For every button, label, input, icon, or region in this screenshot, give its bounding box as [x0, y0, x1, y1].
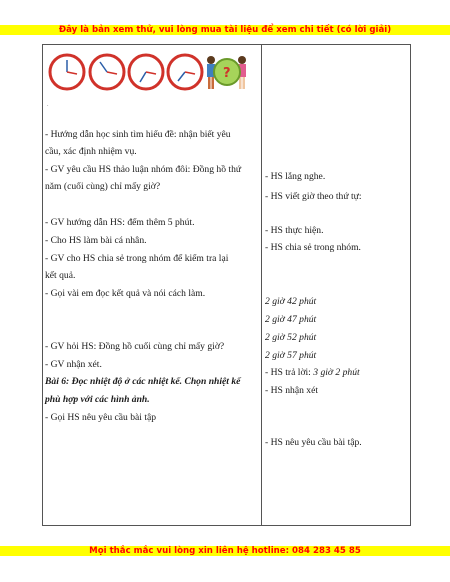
svg-text:?: ?: [223, 66, 231, 81]
answer-value: 3 giờ 2 phút: [313, 367, 360, 378]
clock-1-icon: [50, 55, 84, 89]
text-line: - HS nêu yêu cầu bài tập.: [265, 437, 362, 448]
text-line: - GV cho HS chia sẻ trong nhóm để kiểm tra lại: [45, 253, 229, 264]
lesson-table: [42, 44, 411, 526]
text-line: - GV hướng dẫn HS: đếm thêm 5 phút.: [45, 217, 195, 228]
text-line: - Gọi HS nêu yêu cầu bài tập: [45, 412, 157, 423]
exercise-title: phù hợp với các hình ảnh.: [45, 394, 150, 405]
text-line: - GV nhận xét.: [45, 359, 102, 370]
text-line: - HS chia sẻ trong nhóm.: [265, 242, 361, 253]
answer-line: 2 giờ 52 phút: [265, 332, 317, 343]
text-line: cầu, xác định nhiệm vụ.: [45, 146, 137, 157]
answer-line: 2 giờ 47 phút: [265, 314, 317, 325]
text-line: - GV yêu cầu HS thảo luận nhóm đôi: Đồng hồ thứ: [45, 164, 242, 175]
text-line: - Cho HS làm bài cá nhân.: [45, 235, 147, 246]
column-divider: [261, 45, 262, 525]
question-clock-icon: [214, 59, 240, 85]
answer-line: 2 giờ 57 phút: [265, 350, 317, 361]
hotline-banner: Mọi thắc mắc vui lòng xin liên hệ hotline: 084 283 45 85: [0, 546, 450, 556]
preview-banner: Đây là bản xem thử, vui lòng mua tài liệu để xem chi tiết (có lời giải): [0, 25, 450, 35]
caption-dot: .: [47, 102, 49, 108]
clock-3-icon: [129, 55, 163, 89]
answer-prefix: - HS trả lời:: [265, 367, 314, 378]
clock-2-icon: [90, 55, 124, 89]
text-line: - Gọi vài em đọc kết quả và nói cách làm.: [45, 288, 206, 299]
text-line: - Hướng dẫn học sinh tìm hiểu đề: nhận biết yêu: [45, 129, 231, 140]
exercise-title: Bài 6: Đọc nhiệt độ ở các nhiệt kế. Chọn nhiệt kế: [45, 376, 241, 387]
answer-line: 2 giờ 42 phút: [265, 296, 317, 307]
text-line: [265, 364, 360, 382]
text-line: - HS thực hiện.: [265, 225, 324, 236]
text-line: - HS viết giờ theo thứ tự:: [265, 191, 362, 202]
clock-4-icon: [168, 55, 202, 89]
text-line: kết quả.: [45, 270, 76, 281]
text-line: - GV hỏi HS: Đồng hồ cuối cùng chỉ mấy giờ?: [45, 341, 225, 352]
text-line: - HS nhận xét: [265, 385, 319, 396]
text-line: năm (cuối cùng) chỉ mấy giờ?: [45, 181, 161, 192]
clocks-illustration: [48, 50, 253, 92]
text-line: - HS lắng nghe.: [265, 171, 326, 182]
